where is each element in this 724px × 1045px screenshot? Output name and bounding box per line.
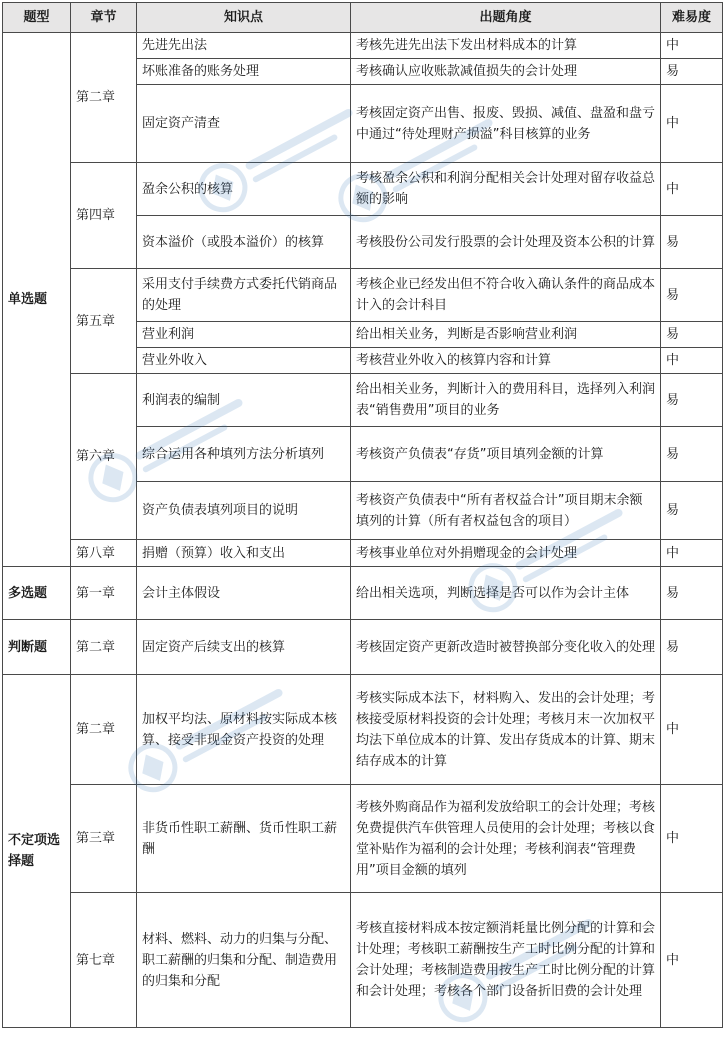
- difficulty-cell: 中: [661, 348, 723, 374]
- knowledge-point-cell: 固定资产清查: [137, 85, 351, 163]
- exam-analysis-table: [2, 2, 723, 1028]
- knowledge-point-cell: 营业外收入: [137, 348, 351, 374]
- knowledge-point-cell: 营业利润: [137, 322, 351, 348]
- table-row: [3, 675, 723, 785]
- knowledge-point-cell: 固定资产后续支出的核算: [137, 620, 351, 675]
- chapter-cell: 第三章: [71, 785, 137, 893]
- type-indefinite-choice: 不定项选择题: [3, 675, 71, 1028]
- knowledge-point-cell: 资产负债表填列项目的说明: [137, 482, 351, 540]
- difficulty-cell: 易: [661, 567, 723, 620]
- chapter-cell: 第二章: [71, 675, 137, 785]
- difficulty-cell: 中: [661, 785, 723, 893]
- question-angle-cell: 考核实际成本法下，材料购入、发出的会计处理；考核接受原材料投资的会计处理；考核月末一次加权平均法下单位成本的计算、发出存货成本的计算、期末结存成本的计算: [351, 675, 661, 785]
- chapter-cell: 第五章: [71, 269, 137, 374]
- header-question-angle: 出题角度: [351, 3, 661, 33]
- question-angle-cell: 给出相关选项，判断选择是否可以作为会计主体: [351, 567, 661, 620]
- type-multiple-choice: 多选题: [3, 567, 71, 620]
- difficulty-cell: 易: [661, 427, 723, 482]
- difficulty-cell: 中: [661, 85, 723, 163]
- question-angle-cell: 考核直接材料成本按定额消耗量比例分配的计算和会计处理；考核职工薪酬按生产工时比例分配的计算和会计处理；考核制造费用按生产工时比例分配的计算和会计处理；考核各个部门设备折旧费的会计处理: [351, 893, 661, 1028]
- knowledge-point-cell: 利润表的编制: [137, 374, 351, 427]
- question-angle-cell: 考核外购商品作为福利发放给职工的会计处理；考核免费提供汽车供管理人员使用的会计处理；考核以食堂补贴作为福利的会计处理；考核利润表“管理费用”项目金额的填列: [351, 785, 661, 893]
- question-angle-cell: 考核资产负债表中“所有者权益合计”项目期末余额填列的计算（所有者权益包含的项目）: [351, 482, 661, 540]
- difficulty-cell: 中: [661, 893, 723, 1028]
- knowledge-point-cell: 综合运用各种填列方法分析填列: [137, 427, 351, 482]
- difficulty-cell: 中: [661, 540, 723, 567]
- chapter-cell: 第二章: [71, 620, 137, 675]
- knowledge-point-cell: 加权平均法、原材料按实际成本核算、接受非现金资产投资的处理: [137, 675, 351, 785]
- difficulty-cell: 易: [661, 59, 723, 85]
- knowledge-point-cell: 会计主体假设: [137, 567, 351, 620]
- table-row: [3, 567, 723, 620]
- difficulty-cell: 易: [661, 374, 723, 427]
- question-angle-cell: 考核事业单位对外捐赠现金的会计处理: [351, 540, 661, 567]
- difficulty-cell: 易: [661, 322, 723, 348]
- knowledge-point-cell: 非货币性职工薪酬、货币性职工薪酬: [137, 785, 351, 893]
- question-angle-cell: 考核资产负债表“存货”项目填列金额的计算: [351, 427, 661, 482]
- knowledge-point-cell: 采用支付手续费方式委托代销商品的处理: [137, 269, 351, 322]
- question-angle-cell: 考核固定资产更新改造时被替换部分变化收入的处理: [351, 620, 661, 675]
- difficulty-cell: 中: [661, 675, 723, 785]
- table-row: [3, 33, 723, 59]
- knowledge-point-cell: 捐赠（预算）收入和支出: [137, 540, 351, 567]
- chapter-cell: 第四章: [71, 163, 137, 269]
- chapter-cell: 第八章: [71, 540, 137, 567]
- table-row: [3, 374, 723, 427]
- difficulty-cell: 中: [661, 33, 723, 59]
- table-row: [3, 620, 723, 675]
- difficulty-cell: 易: [661, 269, 723, 322]
- difficulty-cell: 中: [661, 163, 723, 216]
- difficulty-cell: 易: [661, 216, 723, 269]
- header-difficulty: 难易度: [661, 3, 723, 33]
- table-container: [2, 2, 722, 1028]
- knowledge-point-cell: 资本溢价（或股本溢价）的核算: [137, 216, 351, 269]
- header-row: [3, 3, 723, 33]
- type-true-false: 判断题: [3, 620, 71, 675]
- knowledge-point-cell: 先进先出法: [137, 33, 351, 59]
- knowledge-point-cell: 材料、燃料、动力的归集与分配、职工薪酬的归集和分配、制造费用的归集和分配: [137, 893, 351, 1028]
- question-angle-cell: 给出相关业务，判断是否影响营业利润: [351, 322, 661, 348]
- table-row: [3, 163, 723, 216]
- table-row: [3, 540, 723, 567]
- chapter-cell: 第六章: [71, 374, 137, 540]
- chapter-cell: 第一章: [71, 567, 137, 620]
- difficulty-cell: 易: [661, 482, 723, 540]
- knowledge-point-cell: 盈余公积的核算: [137, 163, 351, 216]
- chapter-cell: 第七章: [71, 893, 137, 1028]
- question-angle-cell: 考核营业外收入的核算内容和计算: [351, 348, 661, 374]
- question-angle-cell: 考核盈余公积和利润分配相关会计处理对留存收益总额的影响: [351, 163, 661, 216]
- table-row: [3, 785, 723, 893]
- header-chapter: 章节: [71, 3, 137, 33]
- header-knowledge-point: 知识点: [137, 3, 351, 33]
- table-row: [3, 269, 723, 322]
- type-single-choice: 单选题: [3, 33, 71, 567]
- question-angle-cell: 考核股份公司发行股票的会计处理及资本公积的计算: [351, 216, 661, 269]
- table-row: [3, 893, 723, 1028]
- chapter-cell: 第二章: [71, 33, 137, 163]
- question-angle-cell: 给出相关业务，判断计入的费用科目，选择列入利润表“销售费用”项目的业务: [351, 374, 661, 427]
- header-type: 题型: [3, 3, 71, 33]
- question-angle-cell: 考核先进先出法下发出材料成本的计算: [351, 33, 661, 59]
- knowledge-point-cell: 坏账准备的账务处理: [137, 59, 351, 85]
- question-angle-cell: 考核确认应收账款减值损失的会计处理: [351, 59, 661, 85]
- question-angle-cell: 考核企业已经发出但不符合收入确认条件的商品成本计入的会计科目: [351, 269, 661, 322]
- question-angle-cell: 考核固定资产出售、报废、毁损、减值、盘盈和盘亏中通过“待处理财产损溢”科目核算的业务: [351, 85, 661, 163]
- difficulty-cell: 易: [661, 620, 723, 675]
